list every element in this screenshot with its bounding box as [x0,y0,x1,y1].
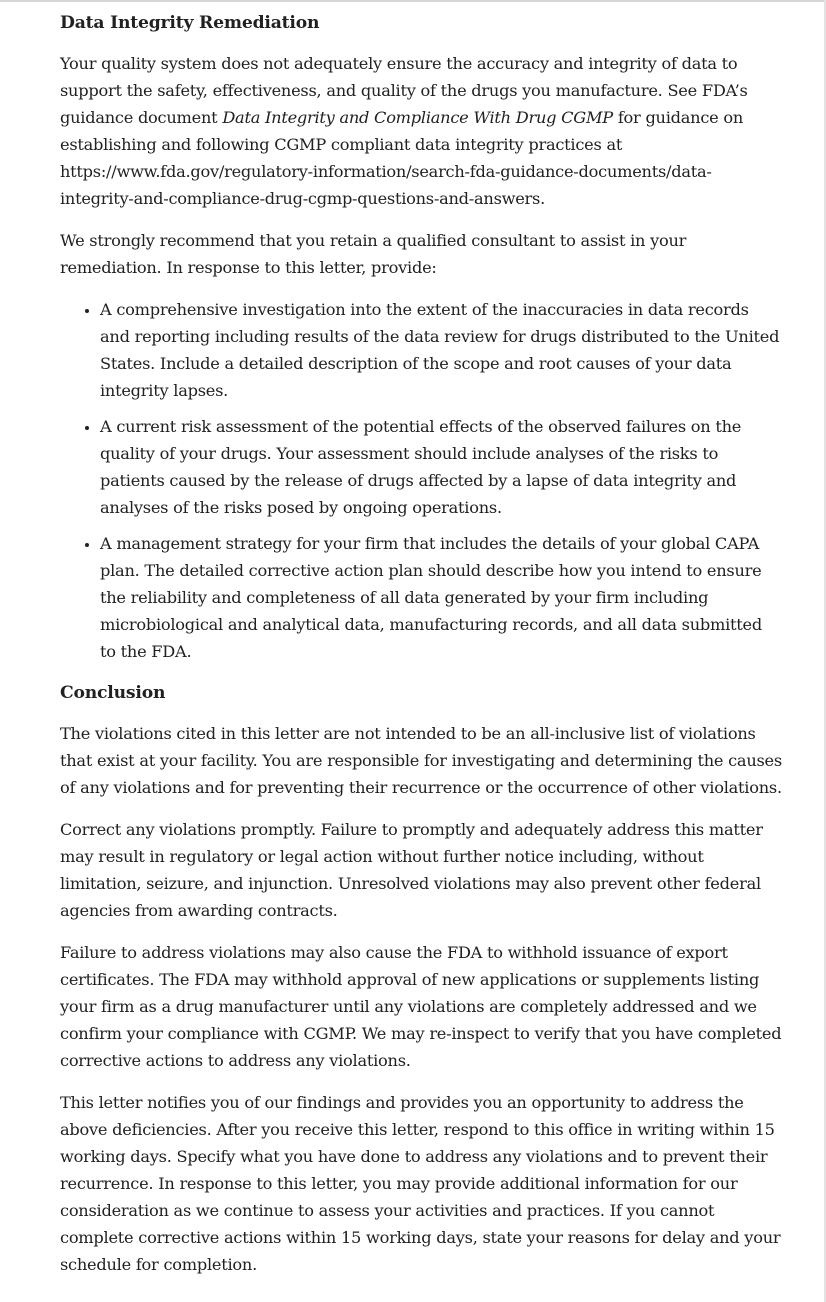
integrity-paragraph-2: We strongly recommend that you retain a qualified consultant to assist in your remediation. In response to this letter, provide: [60,231,687,277]
integrity-para1-intro: Your quality system does not adequately ensure the accuracy and integrity of data to support the safety, effectiveness, and quality of the drugs you manufacture. See FDA’s guidance document [60,54,748,127]
section-heading-data-integrity: Data Integrity Remediation [60,13,320,33]
integrity-para1-end: . [540,189,546,208]
integrity-para1-middle: for guidance on establishing and following CGMP compliant data integrity practices at [60,108,744,154]
guidance-url: https://www.fda.gov/regulatory-information/search-fda-guidance-documents/data-integrity-and-compliance-drug-cgmp-questions-and-answers [60,162,712,208]
conclusion-paragraph: The violations cited in this letter are not intended to be an all-inclusive list of violations that exist at your facility. You are responsible for investigating and determining the causes of any violations and for preventing their recurrence or the occurrence of other violations. [60,724,782,797]
guidance-document-title: Data Integrity and Compliance With Drug CGMP [222,108,613,127]
list-item: • A comprehensive investigation into the extent of the inaccuracies in data records and reporting including results of the data review for drugs distributed to the United States. Include a detailed description of the scope and root causes of your data integrity lapses. [100,296,782,404]
integrity-paragraph-1 [60,50,782,212]
conclusion-paragraph: Failure to address violations may also cause the FDA to withhold issuance of export certificates. The FDA may withhold approval of new applications or supplements listing your firm as a drug manufacturer until any violations are completely addressed and we confirm your compliance with CGMP. We may re-inspect to verify that you have completed corrective actions to address any violations. [60,943,782,1070]
list-item: • A management strategy for your firm that includes the details of your global CAPA plan. The detailed corrective action plan should describe how you intend to ensure the reliability and completeness of all data generated by your firm including microbiological and analytical data, manufacturing records, and all data submitted to the FDA. [100,530,782,665]
remediation-list [60,296,782,665]
section-heading-conclusion: Conclusion [60,683,166,703]
conclusion-paragraph: Correct any violations promptly. Failure to promptly and adequately address this matter may result in regulatory or legal action without further notice including, without limitation, seizure, and injunction. Unresolved violations may also prevent other federal agencies from awarding contracts. [60,820,763,920]
list-item: • A current risk assessment of the potential effects of the observed failures on the quality of your drugs. Your assessment should include analyses of the risks to patients caused by the release of drugs affected by a lapse of data integrity and analyses of the risks posed by ongoing operations. [100,413,782,521]
top-divider [0,0,826,2]
letter-body [60,10,782,1293]
conclusion-paragraph: This letter notifies you of our findings and provides you an opportunity to address the above deficiencies. After you receive this letter, respond to this office in writing within 15 working days. Specify what you have done to address any violations and to prevent their recurrence. In response to this letter, you may provide additional information for our consideration as we continue to assess your activities and practices. If you cannot complete corrective actions within 15 working days, state your reasons for delay and your schedule for completion. [60,1093,781,1274]
